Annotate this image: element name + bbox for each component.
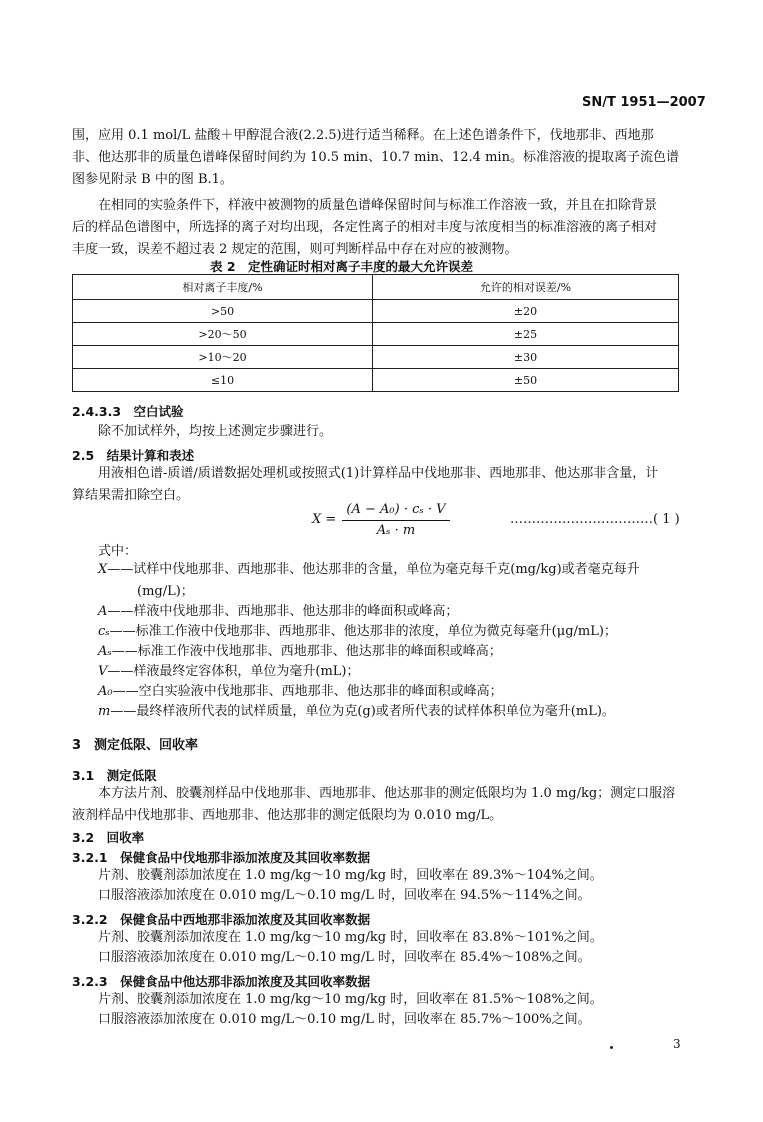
paragraph-line: 片剂、胶囊剂添加浓度在 1.0 mg/kg～10 mg/kg 时，回收率在 81.5%～108%之间。 (98, 992, 603, 1007)
formula-numerator: (A − A₀) · cₛ · V (346, 502, 446, 517)
legend-symbol: X (98, 562, 108, 577)
legend-desc: ——样液中伐地那非、西地那非、他达那非的峰面积或峰高； (107, 604, 459, 619)
paragraph-line: 除不加试样外，均按上述测定步骤进行。 (98, 424, 333, 439)
legend-item (98, 704, 615, 720)
legend-desc: ——标准工作液中伐地那非、西地那非、他达那非的浓度，单位为微克每毫升(μg/mL)； (109, 624, 617, 639)
legend-desc: ——最终样液所代表的试样质量，单位为克(g)或者所代表的试样体积单位为毫升(mL)。 (110, 704, 615, 719)
section-heading: 3.2.1 保健食品中伐地那非添加浓度及其回收率数据 (72, 850, 371, 865)
table-cell: ±20 (373, 300, 679, 323)
fraction-bar (342, 520, 450, 521)
paragraph-line: 非、他达那非的质量色谱峰保留时间约为 10.5 min、10.7 min、12.4 min。标准溶液的提取离子流色谱 (72, 150, 679, 165)
legend-item (137, 584, 194, 600)
paragraph-line: 丰度一致，误差不超过表 2 规定的范围，则可判断样品中存在对应的被测物。 (72, 242, 518, 257)
table-cell: >50 (73, 300, 373, 323)
section-heading: 2.4.3.3 空白试验 (72, 404, 184, 419)
formula-lhs: X = (312, 512, 337, 527)
legend-symbol: V (98, 664, 108, 679)
table-cell: ±25 (373, 323, 679, 346)
paragraph-line: 算结果需扣除空白。 (72, 488, 190, 503)
table-cell: ±30 (373, 346, 679, 369)
table-caption: 表 2 定性确证时相对离子丰度的最大允许误差 (210, 259, 474, 274)
table-row (73, 323, 679, 346)
formula-denominator: Aₛ · m (376, 523, 416, 538)
page-number: 3 (673, 1037, 681, 1051)
legend-desc: ——样液最终定容体积，单位为毫升(mL)； (107, 664, 360, 679)
legend-item (98, 664, 360, 680)
legend-item (98, 604, 458, 620)
legend-intro: 式中： (98, 544, 138, 559)
legend-desc: ——标准工作液中伐地那非、西地那非、他达那非的峰面积或峰高； (111, 644, 502, 659)
section-heading: 3 测定低限、回收率 (72, 738, 199, 753)
legend-symbol: A₀ (98, 684, 113, 699)
paragraph-line: 片剂、胶囊剂添加浓度在 1.0 mg/kg～10 mg/kg 时，回收率在 89.3%～104%之间。 (98, 868, 603, 883)
legend-desc: ——试样中伐地那非、西地那非、他达那非的含量，单位为毫克每千克(mg/kg)或者毫克每升 (107, 562, 640, 577)
paragraph-line: 本方法片剂、胶囊剂样品中伐地那非、西地那非、他达那非的测定低限均为 1.0 mg/kg；测定口服溶 (98, 786, 676, 801)
table-row (73, 369, 679, 392)
section-heading: 3.2 回收率 (72, 830, 145, 845)
section-heading: 3.1 测定低限 (72, 768, 157, 783)
paragraph-line: 液剂样品中伐地那非、西地那非、他达那非的测定低限均为 0.010 mg/L。 (72, 808, 503, 823)
paragraph-line: 口服溶液添加浓度在 0.010 mg/L～0.10 mg/L 时，回收率在 85.7%～100%之间。 (98, 1012, 591, 1027)
paragraph-line: 口服溶液添加浓度在 0.010 mg/L～0.10 mg/L 时，回收率在 94.5%～114%之间。 (98, 888, 591, 903)
paragraph-line: 围，应用 0.1 mol/L 盐酸＋甲醇混合液(2.2.5)进行适当稀释。在上述色谱条件下，伐地那非、西地那 (72, 128, 654, 143)
section-heading: 3.2.3 保健食品中他达那非添加浓度及其回收率数据 (72, 974, 371, 989)
table-header-cell: 允许的相对误差/% (373, 275, 679, 300)
tolerance-table (72, 274, 679, 392)
scan-dot (610, 1046, 613, 1049)
legend-item (98, 684, 503, 700)
paragraph-line: 片剂、胶囊剂添加浓度在 1.0 mg/kg～10 mg/kg 时，回收率在 83.8%～101%之间。 (98, 930, 603, 945)
paragraph-line: 口服溶液添加浓度在 0.010 mg/L～0.10 mg/L 时，回收率在 85.4%～108%之间。 (98, 950, 591, 965)
legend-item (98, 624, 617, 640)
legend-symbol: m (98, 704, 111, 719)
legend-symbol: A (98, 604, 108, 619)
table-cell: ≤10 (73, 369, 373, 392)
table-header-row (73, 275, 679, 300)
legend-desc: ——空白实验液中伐地那非、西地那非、他达那非的峰面积或峰高； (112, 684, 503, 699)
table-row (73, 300, 679, 323)
formula-number: ……………………………( 1 ) (510, 512, 680, 527)
section-heading: 2.5 结果计算和表述 (72, 448, 195, 463)
table-header-cell: 相对离子丰度/% (73, 275, 373, 300)
paragraph-line: 在相同的实验条件下，样液中被测物的质量色谱峰保留时间与标准工作溶液一致，并且在扣除背景 (98, 198, 658, 213)
table-cell: >20～50 (73, 323, 373, 346)
table-row (73, 346, 679, 369)
paragraph-line: 图参见附录 B 中的图 B.1。 (72, 172, 233, 187)
standard-code: SN/T 1951—2007 (582, 95, 706, 110)
legend-symbol: cₛ (98, 624, 110, 639)
legend-item (98, 644, 502, 660)
legend-symbol: Aₛ (98, 644, 112, 659)
table-cell: >10～20 (73, 346, 373, 369)
paragraph-line: 用液相色谱-质谱/质谱数据处理机或按照式(1)计算样品中伐地那非、西地那非、他达那非含量，计 (98, 466, 659, 481)
paragraph-line: 后的样品色谱图中，所选择的离子对均出现，各定性离子的相对丰度与浓度相当的标准溶液的离子相对 (72, 220, 658, 235)
legend-item (98, 562, 640, 578)
legend-desc: (mg/L)； (137, 584, 194, 599)
section-heading: 3.2.2 保健食品中西地那非添加浓度及其回收率数据 (72, 912, 371, 927)
table-cell: ±50 (373, 369, 679, 392)
